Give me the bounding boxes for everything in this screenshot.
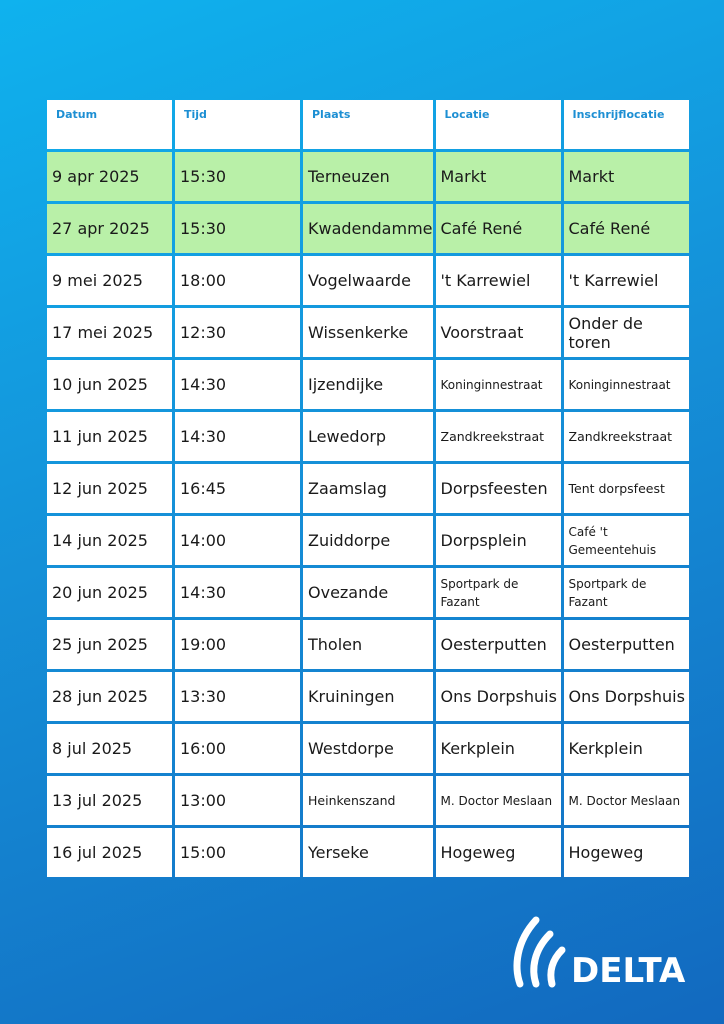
header-datum: Datum: [47, 100, 172, 149]
cell-locatie: Kerkplein: [436, 724, 561, 773]
header-locatie: Locatie: [436, 100, 561, 149]
table-row: [47, 828, 689, 877]
cell-locatie: Dorpsfeesten: [436, 464, 561, 513]
cell-tijd: 15:30: [175, 204, 300, 253]
table-row: [47, 776, 689, 825]
cell-inschrijflocatie: Kerkplein: [564, 724, 689, 773]
cell-datum: 20 jun 2025: [47, 568, 172, 617]
cell-tijd: 14:30: [175, 568, 300, 617]
cell-plaats: Heinkenszand: [303, 776, 433, 825]
cell-tijd: 12:30: [175, 308, 300, 357]
cell-tijd: 19:00: [175, 620, 300, 669]
cell-inschrijflocatie: Markt: [564, 152, 689, 201]
cell-plaats: Kruiningen: [303, 672, 433, 721]
cell-locatie: Café René: [436, 204, 561, 253]
cell-tijd: 14:30: [175, 412, 300, 461]
cell-tijd: 13:00: [175, 776, 300, 825]
cell-locatie: Sportpark de Fazant: [436, 568, 561, 617]
header-inschrijflocatie: Inschrijflocatie: [564, 100, 689, 149]
cell-tijd: 18:00: [175, 256, 300, 305]
table-row: [47, 204, 689, 253]
cell-datum: 10 jun 2025: [47, 360, 172, 409]
cell-inschrijflocatie: Ons Dorpshuis: [564, 672, 689, 721]
cell-locatie: Markt: [436, 152, 561, 201]
cell-tijd: 16:00: [175, 724, 300, 773]
cell-tijd: 13:30: [175, 672, 300, 721]
cell-plaats: Zaamslag: [303, 464, 433, 513]
cell-locatie: Zandkreekstraat: [436, 412, 561, 461]
cell-locatie: Ons Dorpshuis: [436, 672, 561, 721]
header-plaats: Plaats: [303, 100, 433, 149]
cell-inschrijflocatie: Koninginnestraat: [564, 360, 689, 409]
cell-datum: 14 jun 2025: [47, 516, 172, 565]
cell-locatie: 't Karrewiel: [436, 256, 561, 305]
cell-tijd: 14:30: [175, 360, 300, 409]
cell-datum: 9 mei 2025: [47, 256, 172, 305]
table-row: [47, 724, 689, 773]
cell-inschrijflocatie: Sportpark de Fazant: [564, 568, 689, 617]
cell-plaats: Vogelwaarde: [303, 256, 433, 305]
header-tijd: Tijd: [175, 100, 300, 149]
cell-datum: 17 mei 2025: [47, 308, 172, 357]
table-row: [47, 308, 689, 357]
table-row: [47, 360, 689, 409]
cell-plaats: Terneuzen: [303, 152, 433, 201]
cell-inschrijflocatie: Café René: [564, 204, 689, 253]
cell-plaats: Westdorpe: [303, 724, 433, 773]
cell-plaats: Kwadendamme: [303, 204, 433, 253]
cell-plaats: Tholen: [303, 620, 433, 669]
table-row: [47, 516, 689, 565]
table-row: [47, 152, 689, 201]
cell-datum: 25 jun 2025: [47, 620, 172, 669]
cell-tijd: 15:30: [175, 152, 300, 201]
cell-plaats: Zuiddorpe: [303, 516, 433, 565]
cell-datum: 11 jun 2025: [47, 412, 172, 461]
cell-plaats: Lewedorp: [303, 412, 433, 461]
cell-locatie: Dorpsplein: [436, 516, 561, 565]
cell-tijd: 14:00: [175, 516, 300, 565]
cell-tijd: 15:00: [175, 828, 300, 877]
cell-inschrijflocatie: Oesterputten: [564, 620, 689, 669]
cell-inschrijflocatie: Café 't Gemeentehuis: [564, 516, 689, 565]
cell-locatie: Oesterputten: [436, 620, 561, 669]
cell-datum: 28 jun 2025: [47, 672, 172, 721]
cell-inschrijflocatie: Tent dorpsfeest: [564, 464, 689, 513]
delta-logo-text: DELTA: [571, 951, 686, 991]
cell-tijd: 16:45: [175, 464, 300, 513]
cell-datum: 9 apr 2025: [47, 152, 172, 201]
cell-plaats: Yerseke: [303, 828, 433, 877]
cell-locatie: Voorstraat: [436, 308, 561, 357]
table-row: [47, 568, 689, 617]
cell-inschrijflocatie: Hogeweg: [564, 828, 689, 877]
cell-datum: 12 jun 2025: [47, 464, 172, 513]
cell-datum: 13 jul 2025: [47, 776, 172, 825]
cell-datum: 16 jul 2025: [47, 828, 172, 877]
cell-plaats: Ijzendijke: [303, 360, 433, 409]
cell-inschrijflocatie: M. Doctor Meslaan: [564, 776, 689, 825]
cell-inschrijflocatie: Onder de toren: [564, 308, 689, 357]
table-row: [47, 256, 689, 305]
table-row: [47, 464, 689, 513]
cell-datum: 27 apr 2025: [47, 204, 172, 253]
cell-locatie: Koninginnestraat: [436, 360, 561, 409]
cell-locatie: M. Doctor Meslaan: [436, 776, 561, 825]
cell-inschrijflocatie: 't Karrewiel: [564, 256, 689, 305]
table-row: [47, 620, 689, 669]
table-row: [47, 412, 689, 461]
cell-datum: 8 jul 2025: [47, 724, 172, 773]
cell-locatie: Hogeweg: [436, 828, 561, 877]
table-row: [47, 672, 689, 721]
cell-plaats: Ovezande: [303, 568, 433, 617]
table-header-row: [47, 100, 689, 149]
schedule-table: [44, 97, 692, 880]
cell-inschrijflocatie: Zandkreekstraat: [564, 412, 689, 461]
cell-plaats: Wissenkerke: [303, 308, 433, 357]
